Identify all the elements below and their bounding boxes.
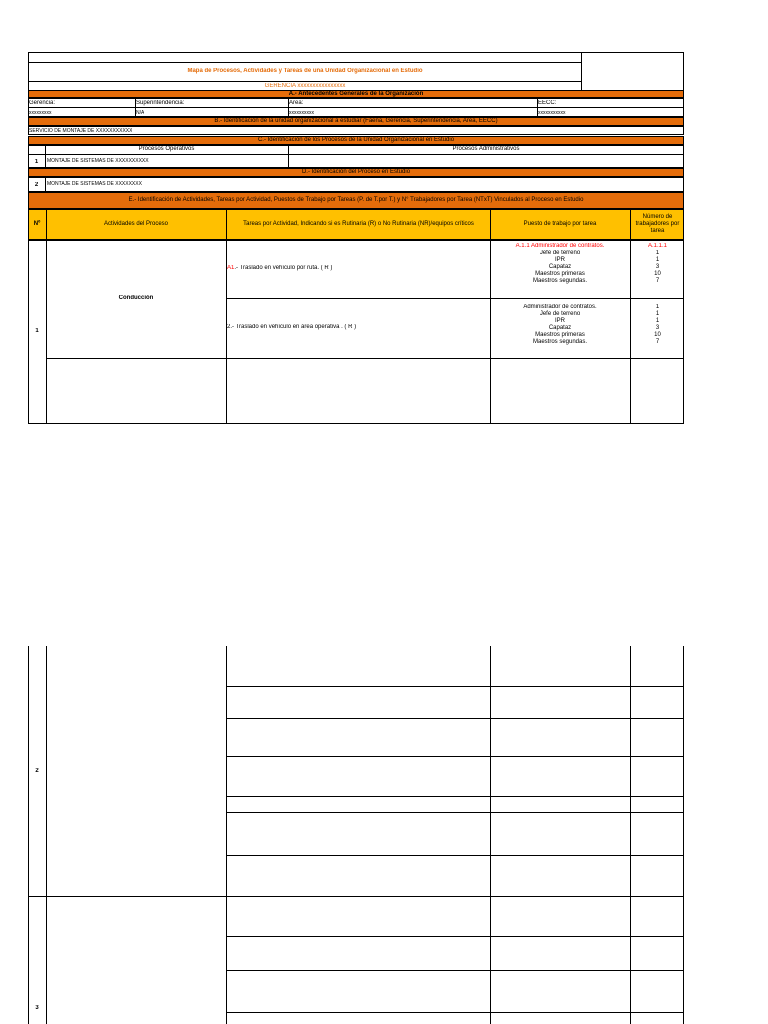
e-body-div-1 <box>46 240 47 424</box>
row1-numeros1: 1 1 3 10 7 <box>654 250 661 284</box>
p2-row3-num: 3 <box>35 1005 39 1011</box>
section-a-midline <box>28 107 684 108</box>
p2-border-tareas <box>490 646 491 1024</box>
row1-numeros2: 1 1 1 3 10 7 <box>654 304 661 345</box>
title-frame-line-2 <box>28 81 582 82</box>
p2-line-8 <box>226 970 684 971</box>
p2-row2-num: 2 <box>35 768 39 774</box>
row1-tarea2: 2.- Traslado en vehículo en área operativa . ( R ) <box>227 324 357 330</box>
e-body-line-row <box>46 358 684 359</box>
superintendencia-label: Superintendencia: <box>136 100 185 106</box>
section-d-title: D.- Identificación del Proceso en Estudio <box>28 168 684 177</box>
p2-line-9 <box>226 1012 684 1013</box>
p2-line-1 <box>226 686 684 687</box>
p2-line-2 <box>226 718 684 719</box>
e-body-line-tasks <box>226 298 684 299</box>
header-numero: Número de trabajadores por tarea <box>635 214 680 234</box>
row1-puestos1: Jefe de terreno IPR Capataz Maestros primeras Maestros segundas. <box>532 250 588 284</box>
section-c-row-num: 1 <box>34 159 39 165</box>
section-b-value: SERVICIO DE MONTAJE DE XXXXXXXXXXX <box>29 128 133 134</box>
row1-puestos1-first: A.1.1 Administrador de contratos. <box>515 243 605 249</box>
section-d-div <box>45 177 46 192</box>
p2-border-puesto <box>630 646 631 1024</box>
row1-tarea1 <box>227 265 332 272</box>
section-a-title: A.- Antecedentes Generales de la Organización <box>28 90 684 98</box>
superintendencia-value: N/A <box>136 110 145 116</box>
header-num: Nº <box>33 221 41 227</box>
p2-line-6 <box>226 855 684 856</box>
section-d-row-num: 2 <box>34 182 39 188</box>
p2-line-row-sep <box>28 896 684 897</box>
row1-puestos1-block <box>490 243 630 285</box>
p2-border-left <box>28 646 29 1024</box>
row1-numeros1-first: A.1.1.1 <box>647 243 667 249</box>
p2-border-right <box>683 646 684 1024</box>
p2-line-4 <box>226 796 684 797</box>
section-d-row-value: MONTAJE DE SISTEMAS DE XXXXXXXX <box>47 181 142 187</box>
eecc-label: EECC: <box>538 100 557 106</box>
p2-line-3 <box>226 756 684 757</box>
row1-tarea1-prefix: A1 <box>227 265 235 271</box>
header-tareas: Tareas por Actividad, Indicando si es Rutinaria (R) o No Rutinaria (NR)/equipos críticos <box>243 221 474 227</box>
p2-line-5 <box>226 812 684 813</box>
row1-puestos2: Administrador de contratos. Jefe de terreno IPR Capataz Maestros primeras Maestros segundas. <box>523 304 597 345</box>
gerencia-label: Gerencia: <box>29 100 56 106</box>
row1-num: 1 <box>35 328 39 334</box>
header-puesto: Puesto de trabajo por tarea <box>523 221 597 227</box>
title-frame-line <box>28 62 582 63</box>
section-c-row-value: MONTAJE DE SISTEMAS DE XXXXXXXXXX <box>47 158 149 164</box>
procesos-operativos-header: Procesos Operativos <box>138 146 195 152</box>
page-title: Mapa de Procesos, Actividades y Tareas de una Unidad Organizacional en Estudio <box>187 68 423 74</box>
section-e-title: E.- Identificación de Actividades, Tareas por Actividad, Puestos de Trabajo por Tareas (P. de T.por T.) y N° Trabajadores por Tarea (NTxT) Vinculados al Proceso en Estudio <box>28 192 684 209</box>
p2-border-act <box>226 646 227 1024</box>
row1-actividad: Conducción <box>118 295 154 301</box>
row1-tarea1-text: .- Traslado en vehículo por ruta. ( R ) <box>234 265 333 271</box>
row1-numeros1-block <box>631 243 684 285</box>
gerencia-value: xxxxxxxxx <box>29 110 52 116</box>
p2-line-7 <box>226 936 684 937</box>
area-value: xxxxxxxxxx <box>289 110 314 116</box>
section-c-title: C.- Identificación de los Procesos de la Unidad Organizacional en Estudio <box>28 136 684 145</box>
p2-border-num <box>46 646 47 1024</box>
header-actividades: Actividades del Proceso <box>103 221 169 227</box>
procesos-administrativos-header: Procesos Administrativos <box>452 146 520 152</box>
gerencia-title: GERENCIA xxxxxxxxxxxxxxxx <box>264 83 346 89</box>
section-b-title: B.- Identificación de la unidad organizacional a estudiar (Faena, Gerencia, Superintendencia, Area, EECC) <box>28 117 684 126</box>
section-c-midline <box>28 154 684 155</box>
area-label: Area: <box>289 100 304 106</box>
eecc-value: xxxxxxxxxxx <box>538 110 566 116</box>
